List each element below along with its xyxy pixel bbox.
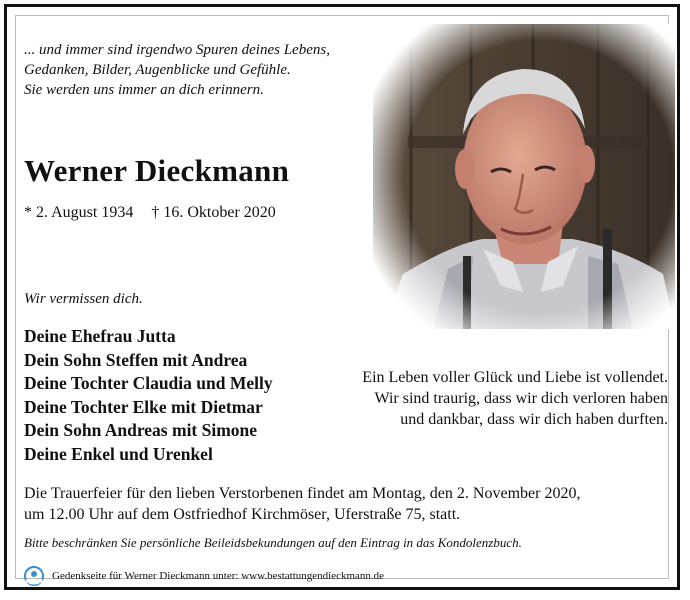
family-member: Deine Tochter Claudia und Melly (24, 373, 273, 393)
birth-date: * 2. August 1934 (24, 204, 134, 221)
quote-line: Gedanken, Bilder, Augenblicke und Gefühle. (24, 62, 291, 78)
life-dates (24, 204, 276, 222)
memorial-page-link[interactable]: Gedenkseite für Werner Dieckmann unter: www.bestattungendieckmann.de (52, 570, 385, 582)
family-member: Deine Tochter Elke mit Dietmar (24, 396, 263, 417)
quote-line: ... und immer sind irgendwo Spuren deines Lebens, (24, 42, 330, 58)
funeral-notice (24, 483, 664, 525)
verse (362, 367, 668, 430)
condolence-request: Bitte beschränken Sie persönliche Beileidsbekundungen auf den Eintrag in das Kondolenzbuch. (24, 535, 522, 550)
memorial-logo-icon (24, 566, 44, 586)
verse-line: und dankbar, dass wir dich haben durften. (400, 411, 668, 428)
family-member: Dein Sohn Andreas mit Simone (24, 420, 258, 440)
deceased-name: Werner Dieckmann (24, 153, 290, 188)
death-date: † 16. Oktober 2020 (151, 204, 276, 221)
opening-quote (24, 40, 330, 100)
verse-line: Wir sind traurig, dass wir dich verloren haben (374, 390, 668, 407)
miss-you-text: Wir vermissen dich. (24, 291, 143, 307)
footer (24, 566, 384, 586)
verse-line: Ein Leben voller Glück und Liebe ist vollendet. (362, 369, 668, 386)
funeral-notice-line: Die Trauerfeier für den lieben Verstorbenen findet am Montag, den 2. November 2020, (24, 485, 581, 502)
family-member: Deine Enkel und Urenkel (24, 443, 213, 464)
family-member: Dein Sohn Steffen mit Andrea (24, 349, 248, 370)
portrait-photo (373, 24, 675, 329)
portrait-image (373, 24, 675, 329)
quote-line: Sie werden uns immer an dich erinnern. (24, 82, 264, 98)
funeral-notice-line: um 12.00 Uhr auf dem Ostfriedhof Kirchmöser, Uferstraße 75, statt. (24, 506, 461, 523)
family-member: Deine Ehefrau Jutta (24, 326, 176, 346)
family-list (24, 325, 273, 466)
